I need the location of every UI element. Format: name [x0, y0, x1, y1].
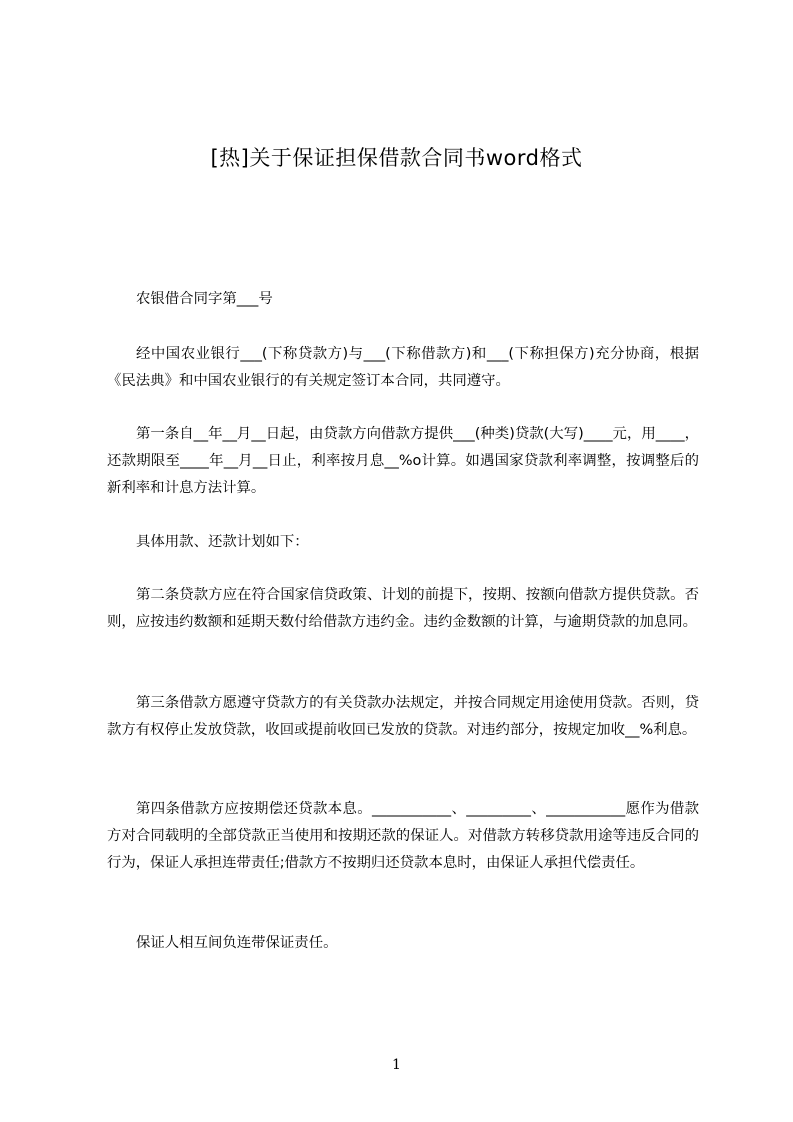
contract-number-line: 农银借合同字第___号 [136, 291, 273, 307]
page-number: 1 [392, 1057, 401, 1073]
paragraph-article-2: 第二条贷款方应在符合国家信贷政策、计划的前提下，按期、按额向借款方提供贷款。否则，应按违约数额和延期天数付给借款方违约金。违约金数额的计算，与逾期贷款的加息同。 [107, 587, 699, 630]
document-title: [热]关于保证担保借款合同书word格式 [210, 146, 583, 170]
paragraph-joint-liability: 保证人相互间负连带保证责任。 [136, 935, 338, 951]
paragraph-preamble: 经中国农业银行___(下称贷款方)与___(下称借款方)和___(下称担保方)充分协商，根据《民法典》和中国农业银行的有关规定签订本合同，共同遵守。 [107, 346, 699, 389]
paragraph-article-4: 第四条借款方应按期偿还贷款本息。___________、_________、___________愿作为借款方对合同载明的全部贷款正当使用和按期还款的保证人。对借款方转移贷款用途等违反合同的行为，保证人承担连带责任;借款方不按期归还贷款本息时，由保证人承担代偿责任。 [107, 801, 699, 871]
paragraph-repayment-plan: 具体用款、还款计划如下： [136, 534, 309, 550]
paragraph-article-3: 第三条借款方愿遵守贷款方的有关贷款办法规定，并按合同规定用途使用贷款。否则，贷款方有权停止发放贷款，收回或提前收回已发放的贷款。对违约部分，按规定加收__%利息。 [107, 695, 699, 738]
paragraph-article-1: 第一条自__年__月__日起，由贷款方向借款方提供___(种类)贷款(大写)____元，用____，还款期限至____年__月__日止，利率按月息__%o计算。如遇国家贷款利率调整，按调整后的新利率和计息方法计算。 [107, 426, 699, 496]
